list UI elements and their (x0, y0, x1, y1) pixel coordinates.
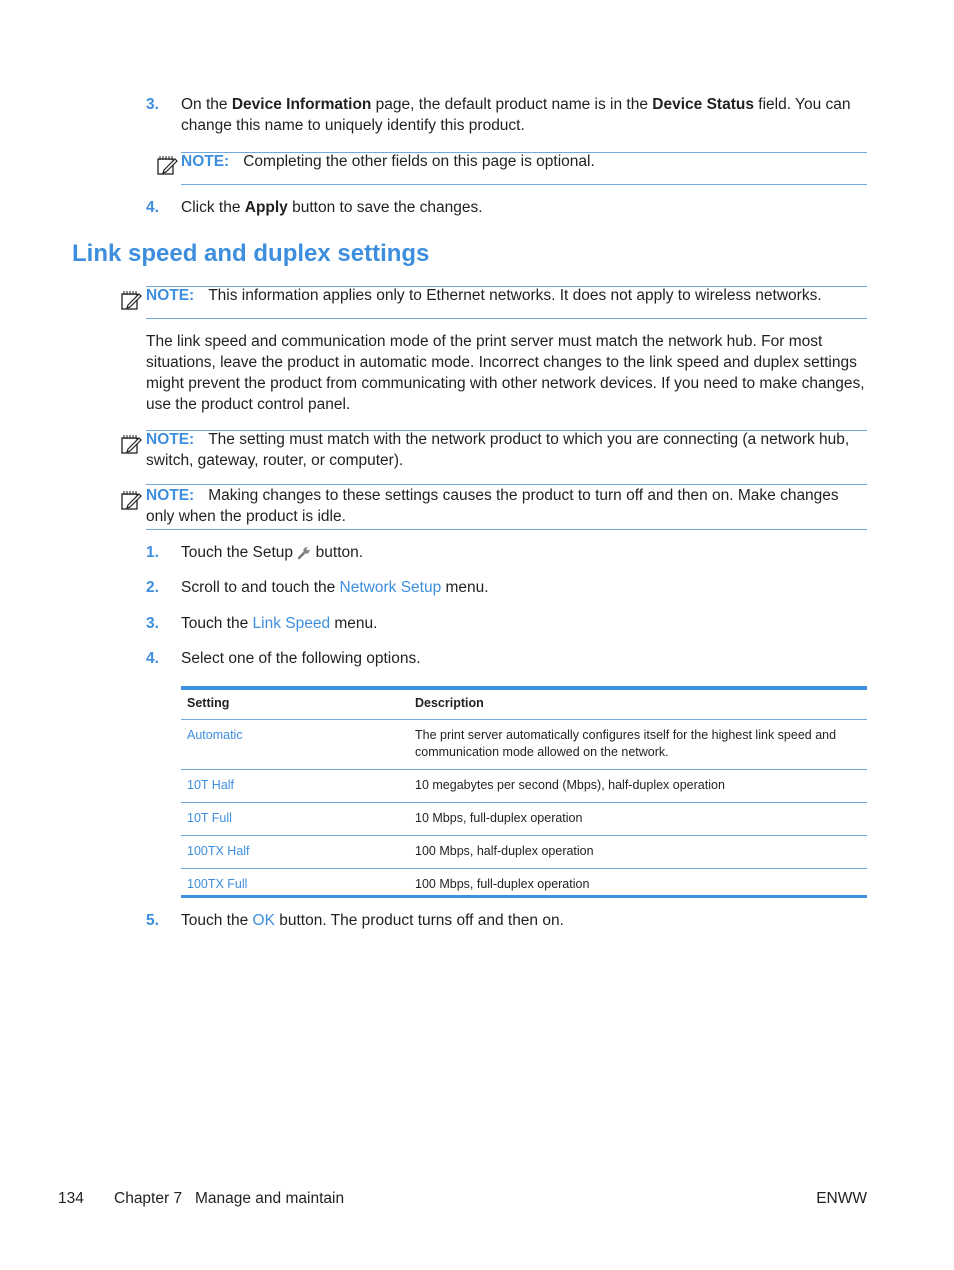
note-text: NOTE: The setting must match with the network product to which you are connecting (a network hub, switch, gateway, router, or computer). (146, 431, 850, 469)
note-text: NOTE: This information applies only to Ethernet networks. It does not apply to wireless networks. (146, 287, 822, 304)
step-number: 3. (146, 615, 159, 632)
setting-cell[interactable]: 100TX Full (187, 877, 248, 891)
step-text: Click the Apply button to save the changes. (181, 199, 483, 216)
table-row (181, 720, 867, 770)
description-cell: The print server automatically configures itself for the highest link speed and communication mode allowed on the network. (409, 720, 867, 770)
setting-cell[interactable]: 100TX Half (181, 836, 409, 869)
note-rule-bottom (181, 184, 867, 185)
step-text: On the Device Information page, the default product name is in the Device Status field. You can change this name to uniquely identify this product. (181, 96, 851, 134)
note-icon (120, 489, 142, 511)
step-number: 1. (146, 544, 159, 561)
note-icon (120, 433, 142, 455)
setting-cell[interactable]: 10T Full (181, 803, 409, 836)
page-number: 134 (58, 1190, 84, 1207)
column-header-description: Description (409, 686, 867, 720)
network-setup-link[interactable]: Network Setup (339, 579, 442, 596)
note-icon (156, 154, 178, 176)
footer-right: ENWW (816, 1190, 867, 1207)
step-number: 4. (146, 199, 159, 216)
note-icon (120, 289, 142, 311)
note-rule-bottom (146, 318, 867, 319)
description-cell: 10 megabytes per second (Mbps), half-duplex operation (409, 770, 867, 803)
table-row (181, 836, 867, 869)
setting-cell[interactable]: Automatic (181, 720, 409, 770)
step-number: 4. (146, 650, 159, 667)
step-text: Scroll to and touch the Network Setup menu. (181, 579, 489, 596)
note-rule-bottom (146, 529, 867, 530)
step-number: 2. (146, 579, 159, 596)
link-speed-link[interactable]: Link Speed (252, 615, 331, 632)
options-table (181, 686, 867, 901)
table-bottom-rule (181, 895, 867, 898)
body-paragraph: The link speed and communication mode of the print server must match the network hub. For most situations, leave the product in automatic mode. Incorrect changes to the link speed and duplex settings might prevent the product from communicating with other network devices. If you need to make changes, use the product control panel. (146, 333, 865, 413)
setting-cell[interactable]: 10T Half (181, 770, 409, 803)
column-header-setting: Setting (181, 686, 409, 720)
step-text: Touch the Setup button. (181, 544, 364, 561)
table-row (181, 803, 867, 836)
description-cell: 10 Mbps, full-duplex operation (409, 803, 867, 836)
table-header-row (181, 686, 867, 720)
description-cell: 100 Mbps, full-duplex operation (415, 877, 590, 891)
description-cell: 100 Mbps, half-duplex operation (409, 836, 867, 869)
note-text: NOTE: Making changes to these settings causes the product to turn off and then on. Make changes only when the product is idle. (146, 487, 839, 525)
ok-link[interactable]: OK (252, 912, 275, 929)
chapter-title: Chapter 7 Manage and maintain (114, 1190, 345, 1207)
table-row (181, 770, 867, 803)
step-text: Select one of the following options. (181, 650, 421, 667)
step-number: 3. (146, 96, 159, 113)
step-number: 5. (146, 912, 159, 929)
step-text: Touch the OK button. The product turns off and then on. (181, 912, 564, 929)
section-title: Link speed and duplex settings (72, 240, 430, 267)
wrench-icon (297, 546, 311, 560)
note-text: NOTE: Completing the other fields on this page is optional. (181, 153, 595, 170)
step-text: Touch the Link Speed menu. (181, 615, 378, 632)
